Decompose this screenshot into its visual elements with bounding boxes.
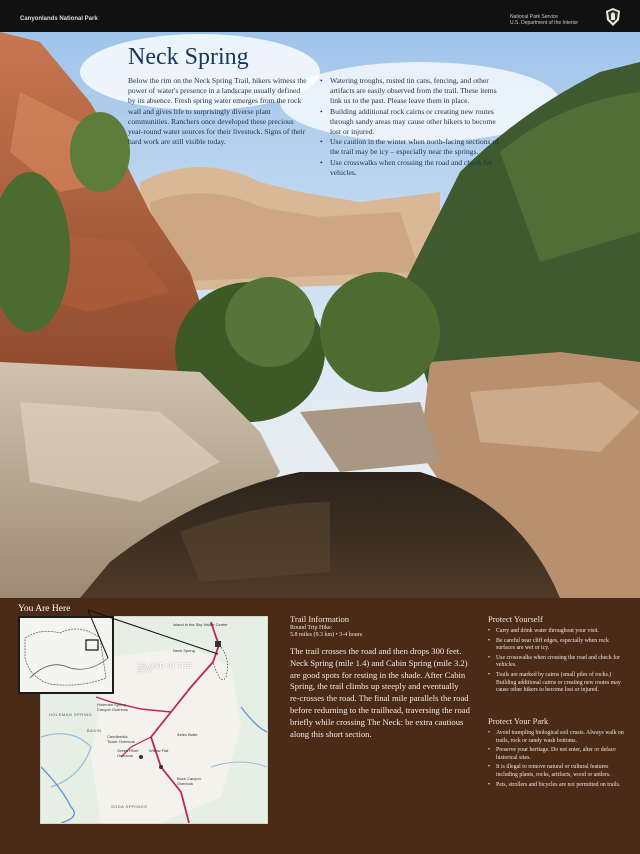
trail-info-heading: Trail Information [290,614,349,624]
page-title: Neck Spring [128,44,249,70]
park-name: Canyonlands National Park [20,16,98,22]
list-item: • Avoid trampling biological soil crusts. Always walk on trails, rock or sandy wash bottoms. [488,730,626,745]
map-label-buck-canyon: Buck Canyon Overlook [177,776,201,786]
hero-bullets [320,76,500,178]
list-item: • Building additional rock cairns or creating new routes through sandy areas may cause other hikers to become lost or injured. [320,107,500,138]
map-label-green-river: Green River Overlook [117,748,139,758]
protect-yourself-list [488,628,626,697]
intro-text: Below the rim on the Neck Spring Trail, hikers witness the power of water's presence in a landscape usually defined by its absence. Fresh spring water emerges from the rock wall and gives life to surprisingly diverse plant communities. Ranchers once developed these precious year-round water sources for their livestock. Signs of their hard work are still visible today. [128,76,307,147]
list-item: • Use crosswalks when crossing the road and check for vehicles. [488,655,626,670]
top-bar [0,0,640,32]
map-label-neck-spring: Neck Spring [173,648,195,653]
agency-line-2: U.S. Department of the Interior [510,20,579,26]
list-item: • It is illegal to remove natural or cultural features including plants, rocks, artifacts, wood or antlers. [488,764,626,779]
list-item: • Preserve your heritage. Do not enter, alter or deface historical sites. [488,747,626,762]
protect-park-list [488,730,626,791]
list-item: • Watering troughs, rusted tin cans, fencing, and other artifacts are easily observed from the trail. These items link us to the past. Please leave them in place. [320,76,500,107]
map-label-aztec-butte: Aztec Butte [177,732,198,737]
map-label-holeman-overlook: Holeman Spring Canyon Overlook [97,702,128,712]
list-item: • Carry and drink water throughout your visit. [488,628,626,636]
nps-arrowhead-icon [606,8,620,26]
map-label-willow-flat: Willow Flat [149,748,169,753]
map-label-holeman-spring: HOLEMAN SPRING [49,712,93,717]
agency-line-1: National Park Service [510,14,559,20]
map-label-island-in-the-sky: ISLAND IN THE SKY [137,663,192,675]
list-item: • Use crosswalks when crossing the road and check for vehicles. [320,158,500,178]
you-are-here-pointer [88,606,228,666]
map-label-candlestick: Candlestick Tower Overlook [107,734,135,744]
map-label-soda-springs: SODA SPRINGS [111,804,148,809]
protect-yourself-heading: Protect Yourself [488,614,543,624]
list-item: • Be careful near cliff edges, especially when rock surfaces are wet or icy. [488,638,626,653]
protect-park-heading: Protect Your Park [488,716,549,726]
trail-distance: 5.8 miles (9.3 km) • 3-4 hours [290,632,363,638]
you-are-here-label: You Are Here [18,604,71,614]
list-item: • Trails are marked by cairns (small piles of rocks.) Building additional cairns or creating new routes may cause other hikers to become lost or injured. [488,672,626,695]
map-label-visitor-center: Island in the Sky Visitor Center [173,622,228,627]
list-item: • Pets, strollers and bicycles are not permitted on trails. [488,782,626,790]
list-item: • Use caution in the winter when north-facing sections of the trail may be icy – especially near the springs. [320,137,500,157]
trail-round-trip-label: Round Trip Hike: [290,625,333,631]
map-label-basin: BASIN [87,728,102,733]
agency-name [510,14,578,26]
trail-description: The trail crosses the road and then drops 300 feet. Neck Spring (mile 1.4) and Cabin Spring (mile 3.2) are good spots for resting in the shade. After Cabin Spring, the trail climbs up steeply and eventually re-crosses the road. The final mile parallels the road before redurning to the trailhead, traversing the road briefly while crossing The Neck: be extra cautious along this short section. [290,646,470,739]
